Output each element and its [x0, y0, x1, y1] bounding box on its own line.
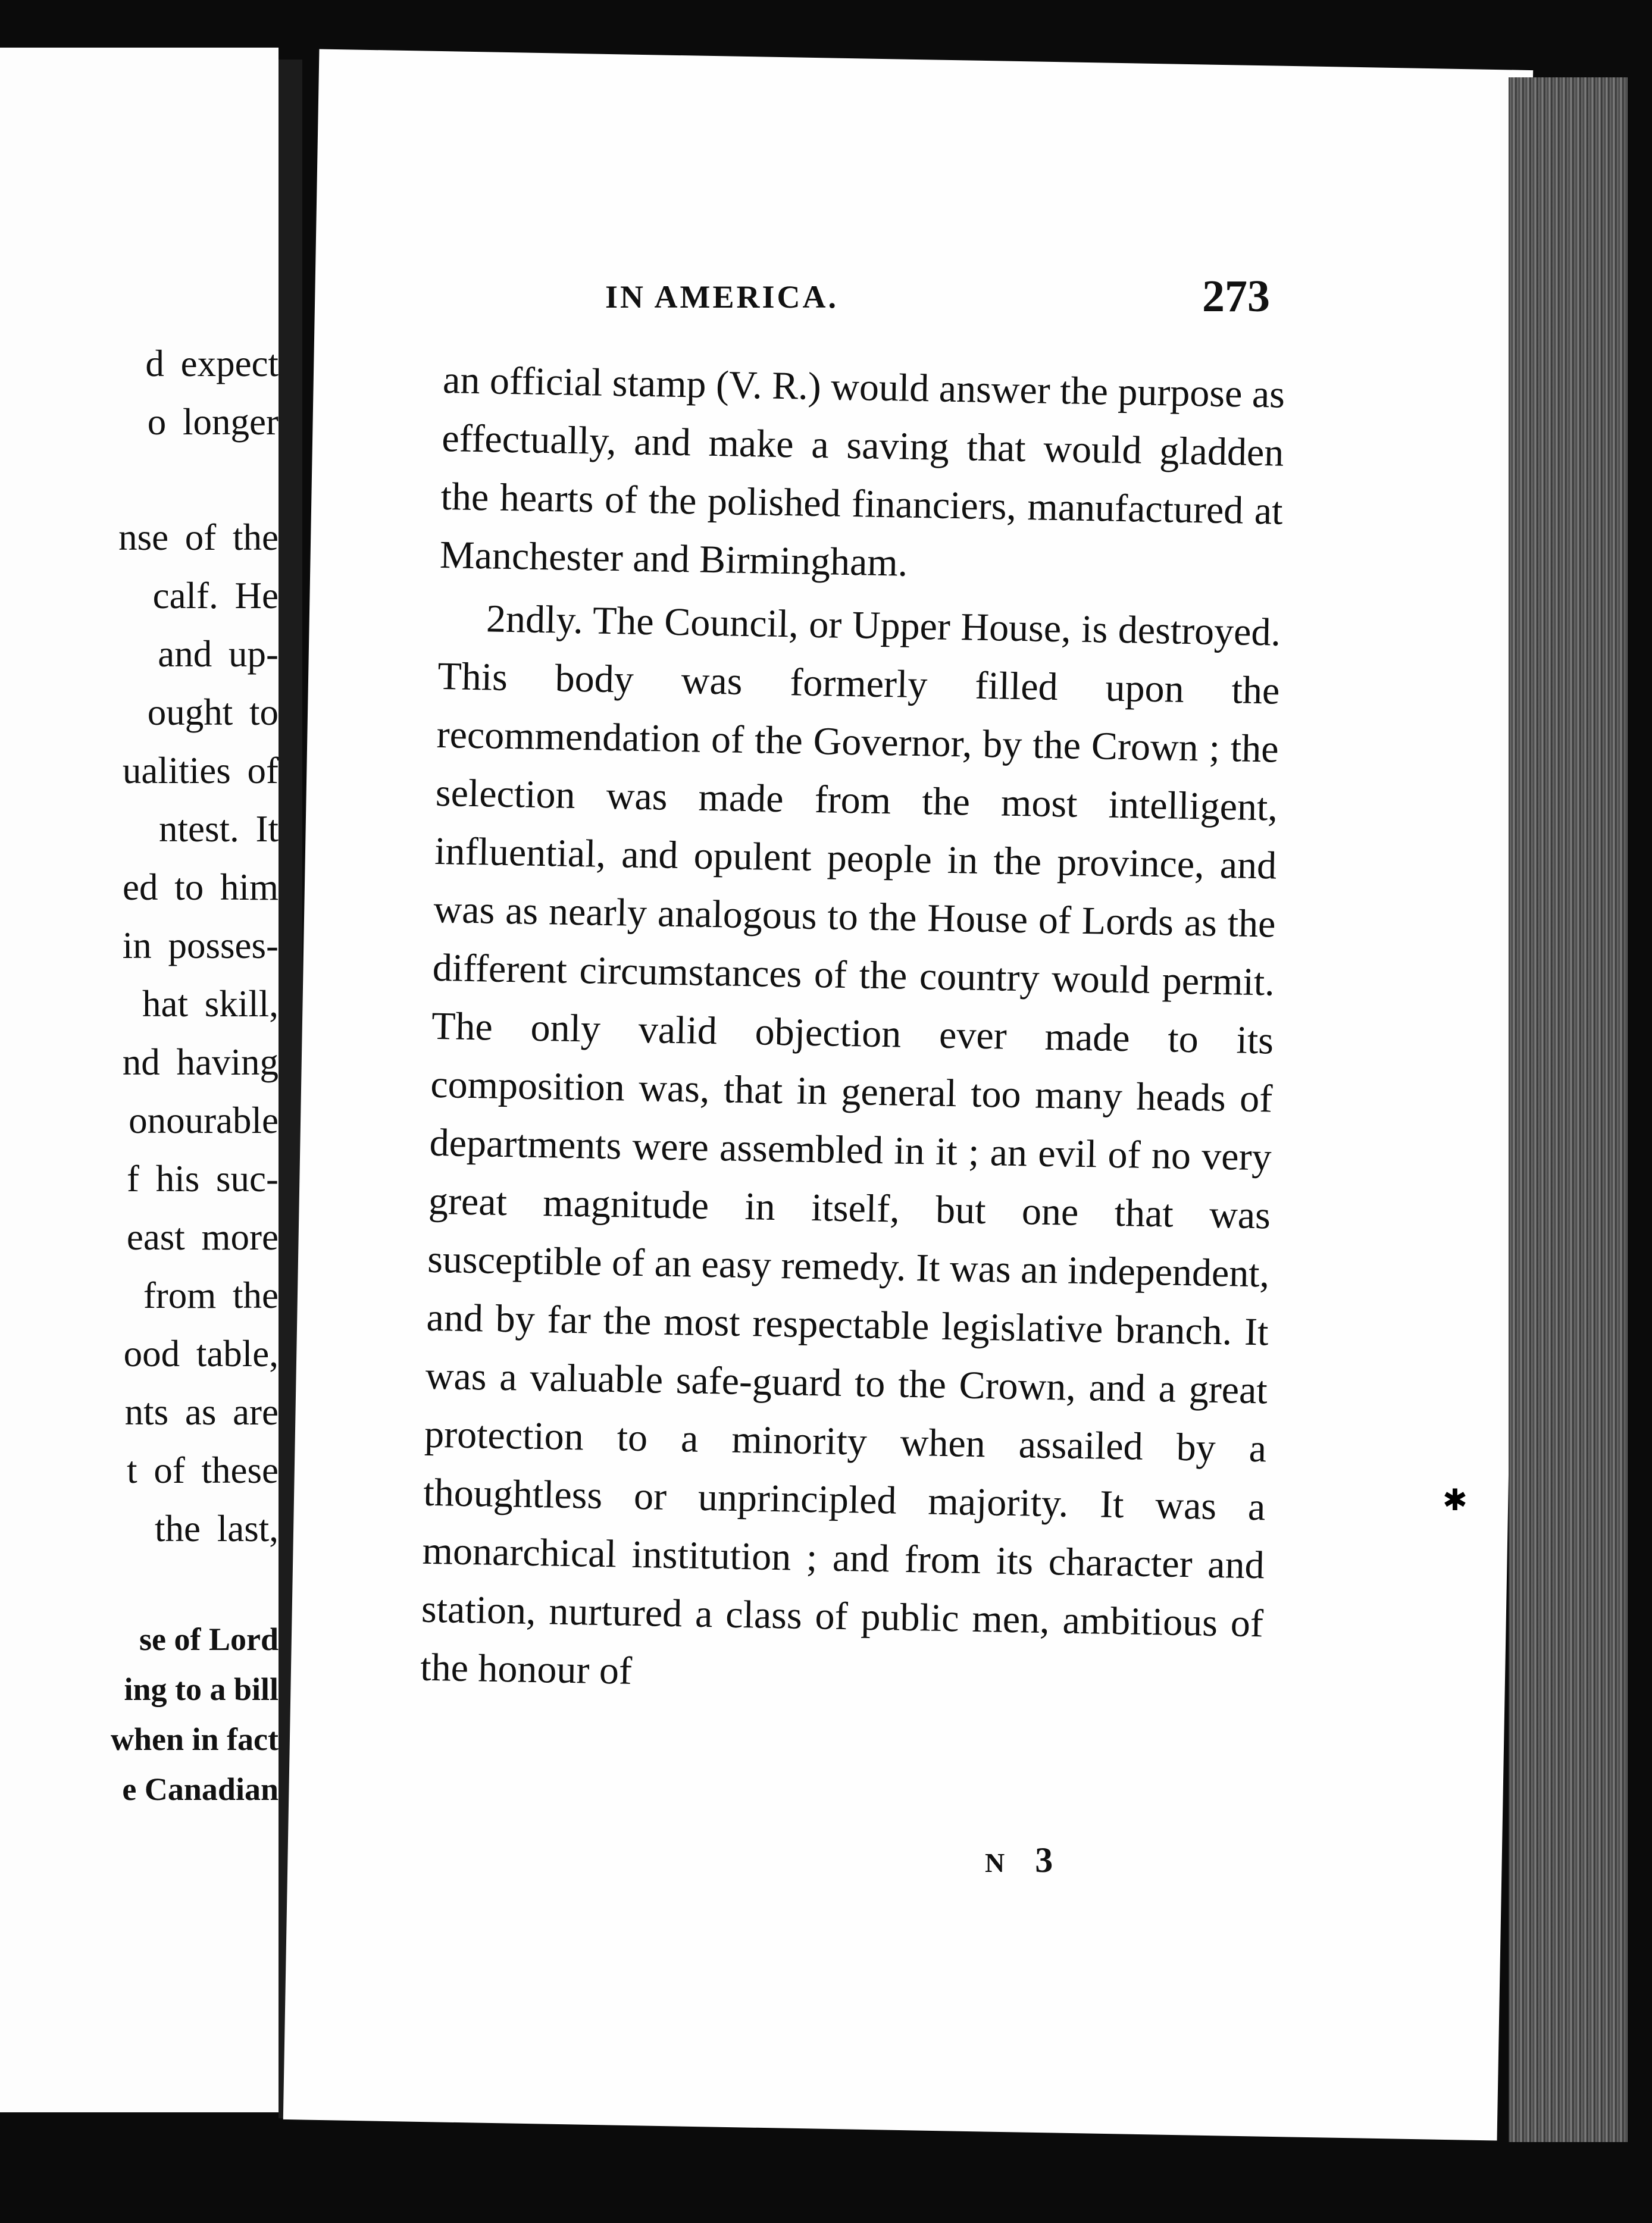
- facing-page-line: f his suc-: [127, 1158, 279, 1200]
- facing-page-line: d expect: [145, 343, 279, 384]
- asterisk-mark-icon: ✱: [1443, 1483, 1468, 1517]
- signature-letter: N: [985, 1848, 1016, 1878]
- page-edges: [1509, 77, 1628, 2142]
- facing-page-line: o longer: [147, 401, 279, 443]
- facing-page-line: in posses-: [122, 925, 279, 966]
- facing-page-footnote-line: e Canadian: [122, 1771, 279, 1807]
- facing-page: [0, 48, 279, 2112]
- facing-page-line: east more: [126, 1216, 279, 1258]
- facing-page-line: hat skill,: [142, 983, 279, 1025]
- signature-number: 3: [1035, 1840, 1064, 1880]
- paragraph: 2ndly. The Council, or Upper House, is destroyed. This body was formerly filled upon the recommendation of the Governor, by the Crown ; the selection was made from the most intelligent, influential, and opulent people in the province, and was as nearly analogous to the House of Lords as the different circumstances of the country would permit. The only valid objection ever made to its composition was, that in general too many heads of departments were assembled in it ; an evil of no very great magnitude in itself, but one that was susceptible of an easy remedy. It was an independent, and by far the most respectable legislative branch. It was a valuable safe-guard to the Crown, and a great protection to a minority when assailed by a thoughtless or unprincipled majority. It was a monarchical institution ; and from its character and station, nurtured a class of public men, ambitious of the honour of: [420, 597, 1281, 1693]
- facing-page-line: calf. He: [152, 575, 279, 616]
- facing-page-line: ntest. It: [159, 808, 279, 850]
- running-head: IN AMERICA.: [605, 279, 839, 315]
- facing-page-line: ood table,: [123, 1333, 279, 1374]
- facing-page-line: nts as are: [124, 1391, 279, 1433]
- facing-page-line: ought to: [147, 691, 279, 733]
- facing-page-line: and up-: [158, 633, 279, 675]
- facing-page-line: nd having: [122, 1041, 279, 1083]
- paragraph: an official stamp (V. R.) would answer the purpose as effectually, and make a saving that would gladden the hearts of the polished financiers, manufactured at Manchester and Birmingham.: [439, 358, 1285, 585]
- facing-page-line: the last,: [155, 1508, 279, 1549]
- facing-page-line: ualities of: [122, 750, 279, 791]
- facing-page-footnote-line: when in fact: [111, 1721, 279, 1757]
- facing-page-line: ed to him: [123, 866, 279, 908]
- body-text: [420, 351, 1285, 1711]
- facing-page-footnote-line: se of Lord: [139, 1621, 279, 1657]
- page-number: 273: [1202, 271, 1270, 321]
- facing-page-line: from the: [143, 1275, 279, 1316]
- facing-page-line: nse of the: [118, 516, 279, 558]
- signature-mark: [985, 1840, 1063, 1881]
- facing-page-line: t of these: [127, 1449, 279, 1491]
- facing-page-line: onourable: [129, 1100, 279, 1141]
- facing-page-footnote-line: ing to a bill: [124, 1671, 279, 1707]
